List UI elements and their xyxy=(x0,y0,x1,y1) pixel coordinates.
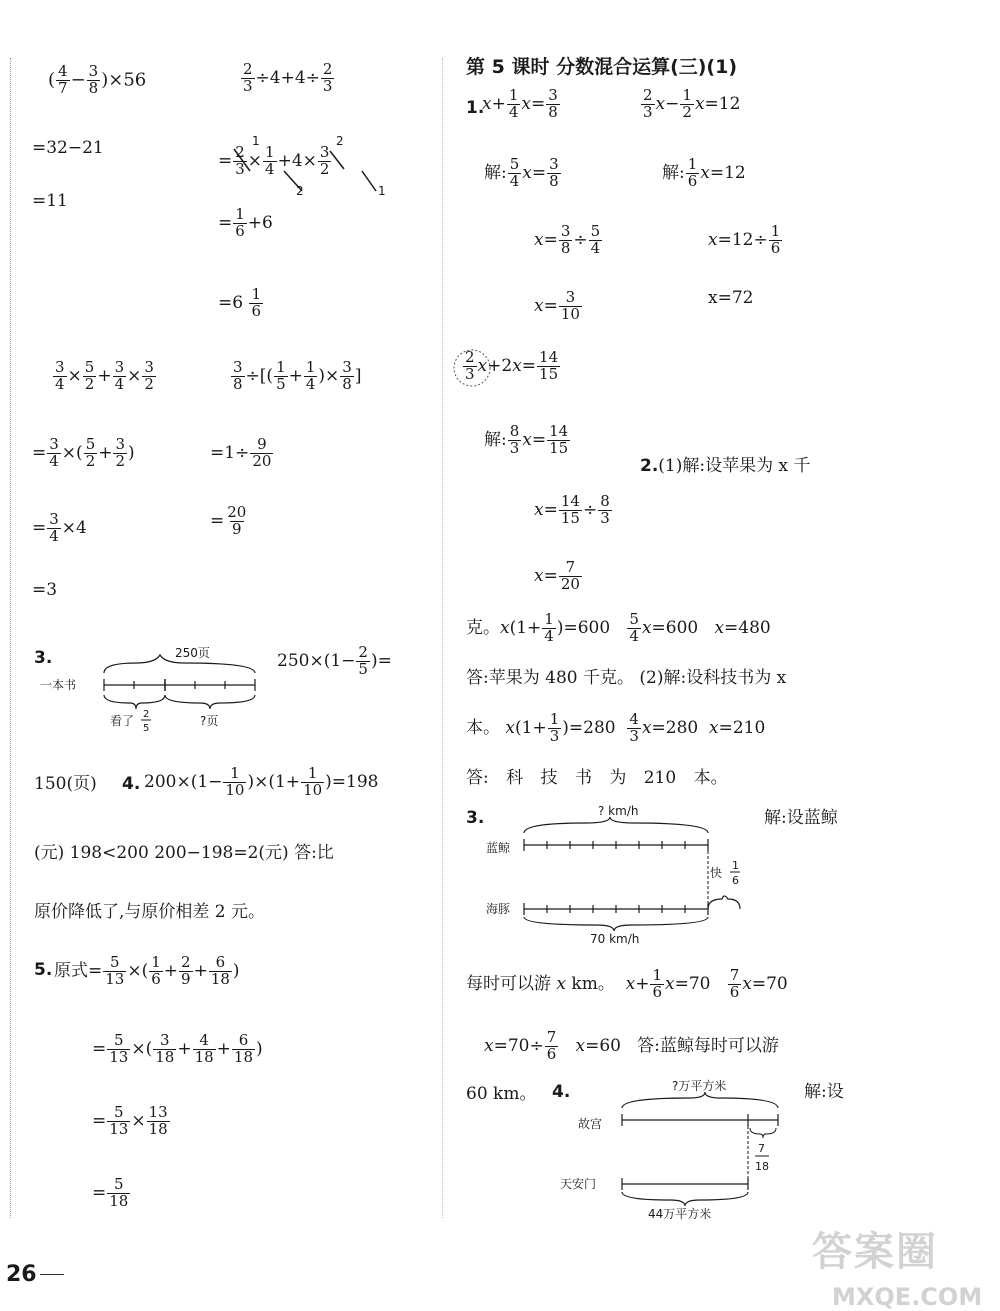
calc-2-expression: $\frac{2}{3}$ ÷4+4÷ $\frac{2}{3}$ xyxy=(243,60,333,95)
calc-3-step-3: =3 xyxy=(32,580,58,600)
question-5-number: 5. xyxy=(34,960,53,980)
equation-a-step-1: 解: $\frac{5}{4}$ x= $\frac{3}{8}$ xyxy=(484,155,559,190)
equation-c-step-2: x= $\frac{14}{15}$ ÷ $\frac{8}{3}$ xyxy=(534,492,610,527)
question-5-label: 原式 xyxy=(54,960,88,981)
question-5-step-2: = $\frac{5}{13}$ × $\frac{13}{18}$ xyxy=(92,1103,168,1138)
label-area-unknown: ?万平方米 xyxy=(672,1079,727,1093)
label-one-book: 一本书 xyxy=(40,678,77,692)
equation-c-step-3: x= $\frac{7}{20}$ xyxy=(534,558,580,593)
question-4-number: 4. xyxy=(122,774,141,794)
question-3-expression: 250×(1− $\frac{2}{5}$ )= xyxy=(277,643,392,678)
lesson-title: 第 5 课时 分数混合运算(三)(1) xyxy=(466,56,738,78)
calc-2-step-3: =6 $\frac{1}{6}$ xyxy=(218,285,262,320)
question-3r-line-1: 每时可以游 x km。 x+ $\frac{1}{6}$ x=70 $\frac{7}{6}$ x=70 xyxy=(466,966,788,1001)
fast-fraction-den: 6 xyxy=(732,874,739,887)
question-3r-start: 解:设蓝鲸 xyxy=(764,808,838,828)
watermark xyxy=(812,1220,982,1311)
question-2-line-4: 本。 x(1+ $\frac{1}{3}$ )=280 $\frac{4}{3}$ x=280 x=210 xyxy=(466,710,766,745)
calc-2-step-1: = $\frac{2}{3}$ × $\frac{1}{4}$ +4× $\frac{3}{2}$ xyxy=(218,143,330,178)
question-2-line-1-text: (1)解:设苹果为 x 千 xyxy=(658,456,811,476)
calc-1-step-2: =11 xyxy=(32,191,68,211)
left-margin-rule xyxy=(10,58,11,1218)
label-dolphin-speed: 70 km/h xyxy=(590,932,640,946)
gugong-tiananmen-diagram xyxy=(560,1080,800,1220)
label-rest-pages: ?页 xyxy=(200,714,219,728)
calc-3-expression: $\frac{3}{4}$ × $\frac{5}{2}$ + $\frac{3}{4}$ × $\frac{3}{2}$ xyxy=(55,358,154,393)
question-3r-number: 3. xyxy=(466,808,485,828)
calc-2-step-2: = $\frac{1}{6}$ +6 xyxy=(218,205,273,240)
cancel-mark-1: 1 xyxy=(252,134,260,148)
equation-b-step-2: x=12÷ $\frac{1}{6}$ xyxy=(708,222,781,257)
question-4-line-3: 原价降低了,与原价相差 2 元。 xyxy=(34,902,266,922)
question-4-expression: 200×(1− $\frac{1}{10}$ )×(1+ $\frac{1}{10}$ )=198 xyxy=(144,764,379,799)
calc-1-step-1: =32−21 xyxy=(32,138,104,158)
equation-b-step-3: x=72 xyxy=(708,288,754,308)
calc-4-step-1: =1÷ $\frac{9}{20}$ xyxy=(210,435,272,470)
whale-dolphin-diagram xyxy=(486,805,766,945)
equation-a-step-2: x= $\frac{3}{8}$ ÷ $\frac{5}{4}$ xyxy=(534,222,601,257)
label-tiananmen-area: 44万平方米 xyxy=(648,1207,712,1221)
equation-c-step-1: 解: $\frac{8}{3}$ x= $\frac{14}{15}$ xyxy=(484,422,569,457)
calc-1-expression: ( $\frac{4}{7}$ − $\frac{3}{8}$ )×56 xyxy=(48,62,147,97)
label-speed-unknown: ? km/h xyxy=(598,804,639,818)
question-5-step-1: = $\frac{5}{13}$ ×( $\frac{3}{18}$ + $\frac{4}{18}$ + $\frac{6}{18}$ ) xyxy=(92,1031,263,1066)
label-read-fraction-den: 5 xyxy=(143,723,150,734)
question-5-step-0: 原式= $\frac{5}{13}$ ×( $\frac{1}{6}$ + $\frac{2}{9}$ + $\frac{6}{18}$ ) xyxy=(54,953,240,988)
label-read-fraction-num: 2 xyxy=(143,709,150,720)
label-total-pages: 250页 xyxy=(175,646,210,660)
equation-b-step-1: 解: $\frac{1}{6}$ x=12 xyxy=(662,155,746,190)
question-3-result: 150(页) xyxy=(34,774,97,794)
equation-a-step-3: x= $\frac{3}{10}$ xyxy=(534,288,580,323)
book-pages-diagram xyxy=(40,645,270,735)
fast-fraction-num: 1 xyxy=(732,859,739,872)
column-divider xyxy=(442,58,443,1218)
label-read: 看了 xyxy=(110,714,135,728)
equation-b: $\frac{2}{3}$ x− $\frac{1}{2}$ x=12 xyxy=(643,86,741,121)
watermark-text: 答案圈 xyxy=(812,1229,938,1275)
calc-3-step-2: = $\frac{3}{4}$ ×4 xyxy=(32,510,87,545)
question-4-line-2: (元) 198<200 200−198=2(元) 答:比 xyxy=(34,843,334,863)
cancel-mark-2: 2 xyxy=(296,184,304,198)
page-number: 26 xyxy=(6,1262,37,1287)
label-whale: 蓝鲸 xyxy=(486,841,511,855)
question-5-step-3: = $\frac{5}{18}$ xyxy=(92,1175,129,1210)
cancel-mark-4: 1 xyxy=(378,184,386,198)
equation-c: $\frac{2}{3}$ x+2x= $\frac{14}{15}$ xyxy=(465,348,559,383)
calc-2-cancel-marks xyxy=(230,135,390,205)
question-2-line-2: 克。x(1+ $\frac{1}{4}$ )=600 $\frac{5}{4}$ x=600 x=480 xyxy=(466,610,771,645)
label-gugong: 故宫 xyxy=(578,1117,603,1131)
cancel-mark-3: 2 xyxy=(336,134,344,148)
label-faster: 快 xyxy=(710,866,723,880)
question-3r-line-3: 60 km。 xyxy=(466,1084,537,1104)
question-2-line-3: 答:苹果为 480 千克。 (2)解:设科技书为 x xyxy=(466,668,787,688)
question-2-line-1 xyxy=(640,458,811,475)
question-4r-start: 解:设 xyxy=(804,1082,844,1102)
question-2-number: 2. xyxy=(640,456,659,476)
question-3-number: 3. xyxy=(34,648,53,668)
calc-4-expression: $\frac{3}{8}$ ÷[( $\frac{1}{5}$ + $\frac{1}{4}$ )× $\frac{3}{8}$ ] xyxy=(233,358,362,393)
question-2-line-5: 答: 科 技 书 为 210 本。 xyxy=(466,768,728,788)
label-tiananmen: 天安门 xyxy=(560,1177,597,1191)
label-dolphin: 海豚 xyxy=(486,902,511,916)
question-3r-line-2: x=70÷ $\frac{7}{6}$ x=60 答:蓝鲸每时可以游 xyxy=(484,1028,779,1063)
calc-3-step-1: = $\frac{3}{4}$ ×( $\frac{5}{2}$ + $\frac{3}{2}$ ) xyxy=(32,435,135,470)
area-fraction-num: 7 xyxy=(758,1142,765,1155)
question-4r-number: 4. xyxy=(552,1082,571,1102)
question-1-number: 1. xyxy=(466,98,485,118)
equation-a: x+ $\frac{1}{4}$ x= $\frac{3}{8}$ xyxy=(482,86,558,121)
calc-4-step-2: = $\frac{20}{9}$ xyxy=(210,503,247,538)
area-fraction-den: 18 xyxy=(755,1160,769,1173)
watermark-url: MXQE.COM xyxy=(832,1283,983,1311)
page-number-dash xyxy=(40,1274,64,1275)
